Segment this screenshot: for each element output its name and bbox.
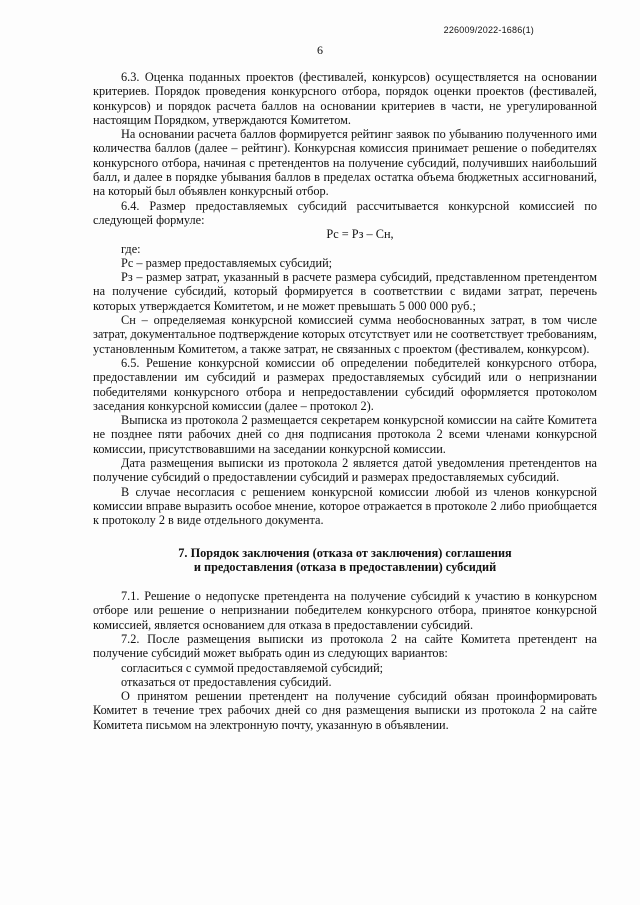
paragraph-6-3: 6.3. Оценка поданных проектов (фестивалей, конкурсов) осуществляется на основании критериев. Порядок проведения конкурсного отбора, порядок оценки проектов (фестивалей, конкурсов) и порядок расчета баллов на основании критериев в части, не урегулированной настоящим Порядком, утверждаются Комитетом.: [93, 70, 597, 127]
section-7-heading-line2: и предоставления (отказа в предоставлении) субсидий: [193, 559, 497, 574]
paragraph-6-5-dissent: В случае несогласия с решением конкурсной комиссии любой из членов конкурсной комиссии вправе выразить особое мнение, которое отражается в протоколе 2 либо приобщается к протоколу 2 в виде отдельного документа.: [93, 484, 597, 528]
page-number: 6: [317, 43, 323, 57]
definition-sn: Сн – определяемая конкурсной комиссией сумма необоснованных затрат, в том числе затрат, документальное подтверждение которых отсутствует или не соответствует требованиям, установленным Комитетом, а также затрат, не связанных с проектом (фестивалем, конкурсом).: [93, 313, 597, 356]
option-agree: согласиться с суммой предоставляемой субсидий;: [121, 660, 384, 675]
subsidy-formula: Рс = Рз – Сн,: [326, 227, 394, 242]
section-7-heading-line1: 7. Порядок заключения (отказа от заключения) соглашения: [178, 545, 512, 560]
paragraph-7-2: 7.2. После размещения выписки из протокола 2 на сайте Комитета претендент на получение субсидий может выбрать один из следующих вариантов:: [93, 631, 597, 661]
option-refuse: отказаться от предоставления субсидий.: [121, 674, 332, 689]
paragraph-6-5-extract: Выписка из протокола 2 размещается секретарем конкурсной комиссии на сайте Комитета не позднее пяти рабочих дней со дня подписания протокола 2 всеми членами конкурсной комиссии, присутствовавшими на заседании конкурсной комиссии.: [93, 413, 597, 456]
paragraph-6-3-rating: На основании расчета баллов формируется рейтинг заявок по убыванию полученного ими количества баллов (далее – рейтинг). Конкурсная комиссия принимает решение о победителях конкурсного отбора, начиная с претендентов на получение субсидий, получивших наибольший балл, и далее в порядке убывания баллов в пределах остатка объема бюджетных ассигнований, на который был объявлен конкурсный отбор.: [93, 127, 597, 199]
paragraph-7-1: 7.1. Решение о недопуске претендента на получение субсидий к участию в конкурсном отборе или решение о непризнании победителем конкурсного отбора, принятое конкурсной комиссией, является основанием для отказа в предоставлении субсидий.: [93, 589, 597, 632]
paragraph-6-5: 6.5. Решение конкурсной комиссии об определении победителей конкурсного отбора, предоставлении им субсидий и размерах предоставляемых субсидий или о непризнании победителями конкурсного отбора и непредоставлении субсидий оформляется протоколом заседания конкурсной комиссии (далее – протокол 2).: [93, 355, 597, 413]
definition-rz: Рз – размер затрат, указанный в расчете размера субсидий, представленном претендентом на получение субсидий, который формируется в соответствии с видами затрат, перечень которых утверждается Комитетом, и не может превышать 5 000 000 руб.;: [93, 270, 597, 313]
section-7-heading: [93, 546, 597, 575]
definition-rs: Рс – размер предоставляемых субсидий;: [121, 255, 333, 270]
paragraph-6-4: 6.4. Размер предоставляемых субсидий рассчитывается конкурсной комиссией по следующей формуле:: [93, 198, 597, 227]
document-body: [93, 70, 597, 732]
document-number: 226009/2022-1686(1): [443, 25, 534, 35]
where-label: где:: [121, 241, 141, 256]
paragraph-7-2-notify: О принятом решении претендент на получение субсидий обязан проинформировать Комитет в течение трех рабочих дней со дня размещения выписки из протокола 2 на сайте Комитета письмом на электронную почту, указанную в объявлении.: [93, 689, 597, 732]
paragraph-6-5-date: Дата размещения выписки из протокола 2 является датой уведомления претендентов на получение субсидий о предоставлении субсидий и размерах предоставляемых субсидий.: [93, 456, 597, 485]
